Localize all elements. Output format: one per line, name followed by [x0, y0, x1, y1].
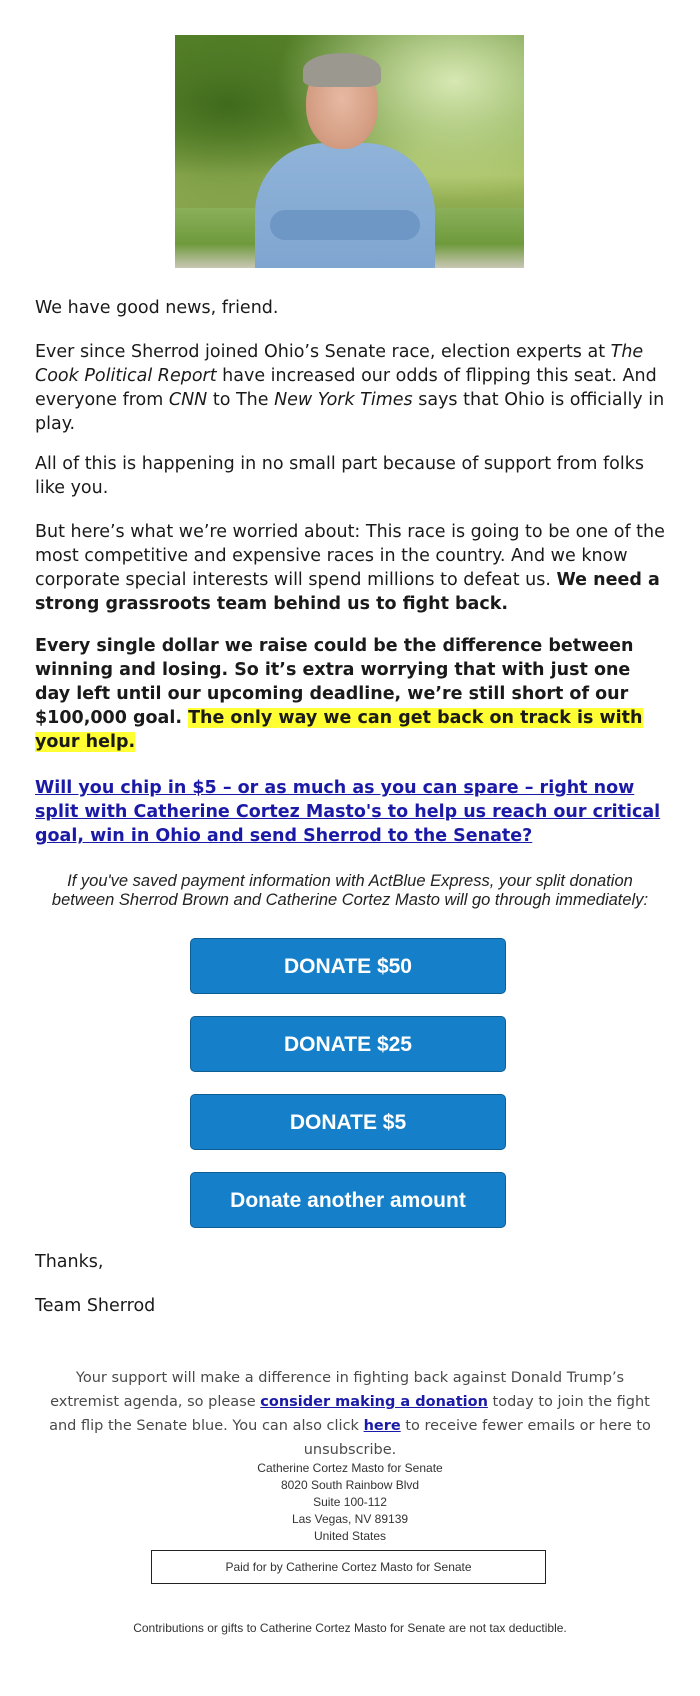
signoff-thanks: Thanks,: [35, 1252, 104, 1272]
hero-photo: [175, 35, 524, 268]
cta-donate-link[interactable]: Will you chip in $5 – or as much as you can spare – right now split with Catherine Cortez Masto's to help us reach our critical goal, win in Ohio and send Sherrod to the Senate?: [35, 778, 661, 846]
actblue-express-note: If you've saved payment information with ActBlue Express, your split donation between Sherrod Brown and Catherine Cortez Masto will go through immediately:: [51, 872, 649, 909]
photo-crossed-arms: [270, 210, 420, 240]
greeting-text: We have good news, friend.: [35, 298, 279, 318]
cta-paragraph: [35, 776, 665, 848]
footer-fewer-emails-link[interactable]: here: [363, 1418, 401, 1434]
footer-text-b: today to join the fight and flip the Senate blue. You can also click: [49, 1394, 650, 1434]
p1-nyt: New York Times: [274, 390, 413, 410]
photo-shirt: [255, 143, 435, 268]
p3-text-a: But here’s what we’re worried about: This race is going to be one of the most competitive and expensive races in the country. And we know corporate special interests will spend millions to defeat us.: [35, 522, 665, 590]
address-line-2: 8020 South Rainbow Blvd: [280, 1478, 420, 1492]
signoff-team: Team Sherrod: [35, 1296, 156, 1316]
p1-text-a: Ever since Sherrod joined Ohio’s Senate race, election experts at: [35, 342, 611, 362]
address-line-1: Catherine Cortez Masto for Senate: [257, 1461, 443, 1475]
paragraph-3: [35, 520, 665, 616]
donate-5-button[interactable]: DONATE $5: [190, 1094, 506, 1150]
p1-cnn: CNN: [168, 390, 208, 410]
paid-for-box: Paid for by Catherine Cortez Masto for Senate: [151, 1550, 546, 1584]
p2-text: All of this is happening in no small part because of support from folks like you.: [35, 454, 644, 498]
paragraph-4: [35, 634, 665, 754]
tax-disclaimer: Contributions or gifts to Catherine Cortez Masto for Senate are not tax deductible.: [133, 1621, 567, 1635]
p4-highlight: The only way we can get back on track is with your help.: [35, 708, 643, 752]
donate-other-button[interactable]: Donate another amount: [190, 1172, 506, 1228]
mailing-address: [150, 1460, 550, 1545]
p1-text-g: says that Ohio is officially in play.: [35, 390, 665, 434]
p1-cook-report: The Cook Political Report: [35, 342, 644, 386]
donate-50-button[interactable]: DONATE $50: [190, 938, 506, 994]
paragraph-2: [35, 452, 665, 500]
p1-text-e: to The: [207, 390, 275, 410]
photo-hair: [303, 53, 381, 87]
paragraph-1: [35, 340, 665, 436]
address-line-3: Suite 100-112: [313, 1495, 387, 1509]
footer-text-c: to receive fewer emails or here to unsubscribe.: [303, 1418, 651, 1458]
footer-message: [40, 1366, 660, 1462]
address-line-5: United States: [313, 1529, 387, 1543]
p4-text-a: Every single dollar we raise could be the difference between winning and losing. So it’s extra worrying that with just one day left until our upcoming deadline, we’re still short of our $100,000 goal.: [35, 636, 634, 728]
footer-text-a: Your support will make a difference in fighting back against Donald Trump’s extremist agenda, so please: [50, 1370, 625, 1410]
p3-bold: We need a strong grassroots team behind us to fight back.: [35, 570, 660, 614]
p1-text-c: have increased our odds of flipping this seat. And everyone from: [35, 366, 657, 410]
greeting: [35, 296, 665, 320]
footer-donation-link[interactable]: consider making a donation: [260, 1394, 488, 1410]
address-line-4: Las Vegas, NV 89139: [291, 1512, 409, 1526]
donate-25-button[interactable]: DONATE $25: [190, 1016, 506, 1072]
